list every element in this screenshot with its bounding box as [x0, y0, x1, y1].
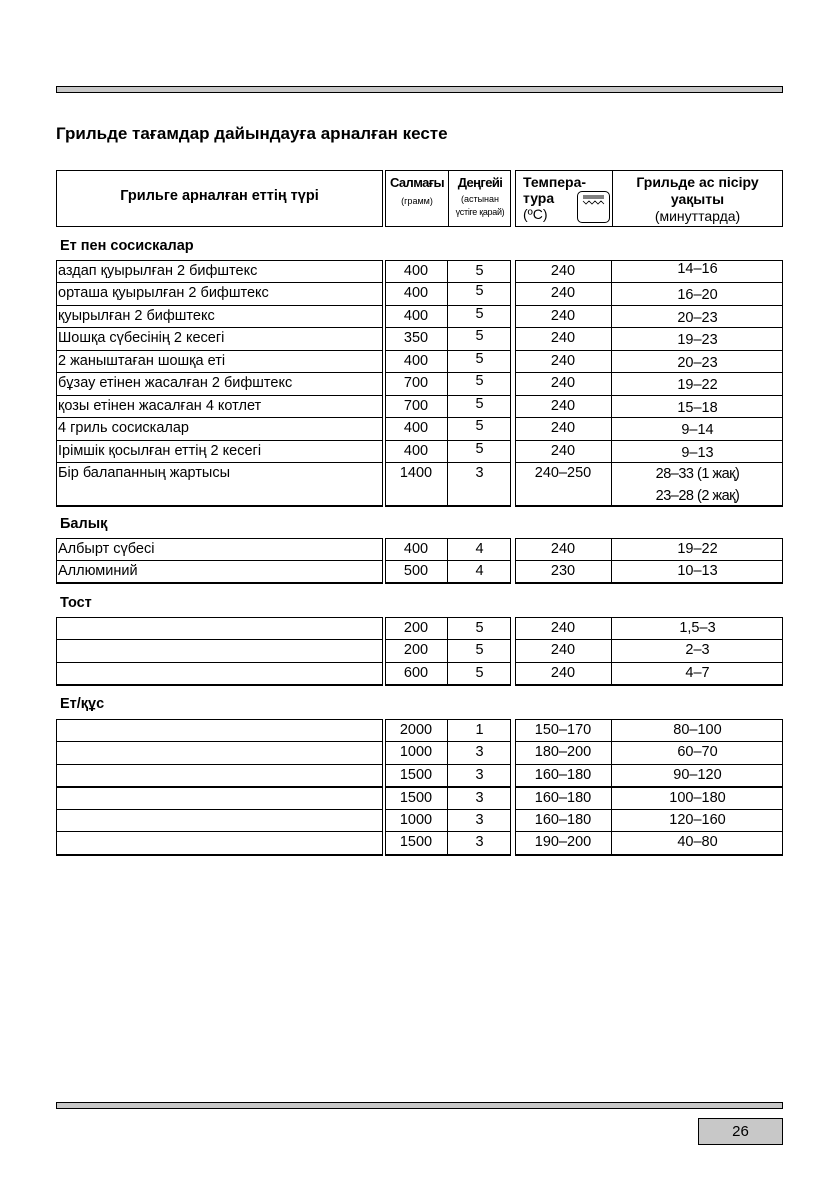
table-row	[56, 539, 783, 561]
row-time: 16–20	[677, 287, 718, 303]
row-time: 100–180	[669, 790, 726, 806]
row-weight: 1000	[399, 744, 433, 760]
section-meat-poultry-table	[56, 719, 783, 856]
row-weight: 400	[403, 541, 429, 557]
row-weight: 600	[403, 665, 429, 681]
section-title-meat: Ет пен сосискалар	[60, 238, 194, 254]
section-toast-table	[56, 617, 783, 686]
row-level: 3	[475, 465, 484, 481]
row-weight: 350	[403, 330, 429, 346]
section-title-meat-poultry: Ет/құс	[60, 696, 105, 712]
row-level: 1	[475, 722, 484, 738]
row-level: 5	[475, 283, 484, 299]
row-weight: 200	[403, 620, 429, 636]
table-row	[56, 561, 783, 583]
row-level: 3	[475, 790, 484, 806]
row-time: 9–13	[681, 445, 714, 461]
row-time: 9–14	[681, 422, 714, 438]
table-row	[56, 742, 783, 764]
row-temp: 160–180	[534, 790, 592, 806]
table-row	[56, 283, 783, 305]
row-name: Бір балапанның жартысы	[58, 465, 231, 481]
header-weight-unit: (грамм)	[401, 196, 433, 206]
row-name: Аллюминий	[58, 563, 138, 579]
row-weight: 1500	[399, 767, 433, 783]
table-row	[56, 765, 783, 787]
row-temp: 240	[550, 541, 576, 557]
row-weight: 700	[403, 375, 429, 391]
row-weight: 400	[403, 308, 429, 324]
row-time: 1,5–3	[679, 620, 716, 636]
section-meat-table	[56, 260, 783, 507]
row-weight: 1500	[399, 834, 433, 850]
row-time-second: 23–28 (2 жақ)	[655, 488, 740, 504]
row-time: 10–13	[677, 563, 718, 579]
row-temp: 180–200	[534, 744, 592, 760]
row-weight: 1500	[399, 790, 433, 806]
row-weight: 2000	[399, 722, 433, 738]
header-temp-time-cell	[515, 170, 783, 227]
row-temp: 160–180	[534, 812, 592, 828]
row-weight: 700	[403, 398, 429, 414]
row-name: 4 гриль сосискалар	[58, 420, 189, 436]
row-level: 5	[475, 620, 484, 636]
row-time: 19–23	[677, 332, 718, 348]
row-level: 3	[475, 744, 484, 760]
table-row	[56, 463, 783, 507]
row-level: 5	[475, 263, 484, 279]
grill-oven-icon	[577, 191, 610, 223]
row-weight: 1400	[399, 465, 433, 481]
table-row	[56, 810, 783, 832]
header-name-cell	[56, 170, 383, 227]
row-time: 4–7	[685, 665, 710, 681]
table-row	[56, 441, 783, 463]
row-weight: 1000	[399, 812, 433, 828]
row-level: 3	[475, 812, 484, 828]
row-weight: 400	[403, 420, 429, 436]
row-time: 2–3	[685, 642, 710, 658]
row-time: 60–70	[677, 744, 718, 760]
row-time: 19–22	[677, 377, 718, 393]
row-time: 80–100	[673, 722, 722, 738]
row-level: 5	[475, 373, 484, 389]
row-weight: 500	[403, 563, 429, 579]
row-time: 20–23	[677, 310, 718, 326]
row-temp: 240–250	[534, 465, 592, 481]
row-temp: 240	[550, 443, 576, 459]
row-name: 2 жаныштаған шошқа еті	[58, 353, 226, 369]
row-level: 5	[475, 441, 484, 457]
row-time: 14–16	[677, 261, 718, 277]
row-name: Ірімшік қосылған еттің 2 кесегі	[58, 443, 262, 459]
row-name: Шошқа сүбесінің 2 кесегі	[58, 330, 225, 346]
row-temp: 240	[550, 330, 576, 346]
table-row	[56, 418, 783, 440]
header-time-2: уақыты	[670, 191, 725, 207]
section-title-toast: Тост	[60, 595, 92, 611]
row-temp: 240	[550, 285, 576, 301]
row-temp: 240	[550, 375, 576, 391]
row-level: 4	[475, 563, 484, 579]
row-time: 120–160	[669, 812, 726, 828]
row-temp: 150–170	[534, 722, 592, 738]
table-row	[56, 720, 783, 742]
row-temp: 160–180	[534, 767, 592, 783]
row-level: 5	[475, 418, 484, 434]
row-level: 5	[475, 665, 484, 681]
table-row	[56, 640, 783, 662]
bottom-rule	[56, 1102, 783, 1109]
row-temp: 230	[550, 563, 576, 579]
table-row	[56, 261, 783, 283]
table-row	[56, 396, 783, 418]
row-temp: 240	[550, 642, 576, 658]
row-name: орташа қуырылған 2 бифштекс	[58, 285, 269, 301]
header-temp-1: Темпера-	[523, 174, 587, 190]
header-level-sub2: үстіге қарай)	[455, 207, 505, 217]
header-time-1: Грильде ас пісіру	[636, 174, 759, 190]
page-number: 26	[698, 1118, 783, 1145]
header-weight: Салмағы	[389, 175, 445, 190]
row-level: 4	[475, 541, 484, 557]
header-time-3: (минуттарда)	[654, 208, 741, 224]
table-row	[56, 328, 783, 350]
row-level: 3	[475, 834, 484, 850]
table-row	[56, 306, 783, 328]
header-level: Деңгейі	[457, 175, 503, 190]
row-weight: 200	[403, 642, 429, 658]
row-temp: 240	[550, 263, 576, 279]
row-level: 5	[475, 328, 484, 344]
row-weight: 400	[403, 263, 429, 279]
row-name: қуырылған 2 бифштекс	[58, 308, 215, 324]
row-weight: 400	[403, 353, 429, 369]
section-title-fish: Балық	[60, 516, 108, 532]
row-name: қозы етінен жасалған 4 котлет	[58, 398, 262, 414]
row-name: бұзау етінен жасалған 2 бифштекс	[58, 375, 293, 391]
table-row	[56, 788, 783, 810]
table-row	[56, 663, 783, 685]
table-header	[56, 170, 783, 227]
row-time: 28–33 (1 жақ)	[655, 466, 740, 482]
row-time: 15–18	[677, 400, 718, 416]
row-level: 5	[475, 642, 484, 658]
header-weight-level-cell	[385, 170, 511, 227]
row-level: 5	[475, 396, 484, 412]
top-rule	[56, 86, 783, 93]
row-temp: 240	[550, 353, 576, 369]
row-level: 5	[475, 351, 484, 367]
header-name: Грильге арналған еттің түрі	[120, 188, 319, 204]
header-temp-2: тура	[523, 190, 555, 206]
row-temp: 240	[550, 308, 576, 324]
page-title: Грильде тағамдар дайындауға арналған кесте	[56, 124, 448, 143]
row-name: аздап қуырылған 2 бифштекс	[58, 263, 258, 279]
row-time: 19–22	[677, 541, 718, 557]
row-temp: 240	[550, 420, 576, 436]
row-level: 5	[475, 306, 484, 322]
table-row	[56, 351, 783, 373]
table-row	[56, 618, 783, 640]
row-time: 90–120	[673, 767, 722, 783]
row-weight: 400	[403, 285, 429, 301]
table-row	[56, 832, 783, 854]
section-fish-table	[56, 538, 783, 584]
row-weight: 400	[403, 443, 429, 459]
header-temp-unit: (ºC)	[523, 206, 548, 222]
header-level-sub1: (астынан	[460, 194, 500, 204]
row-temp: 240	[550, 620, 576, 636]
row-temp: 190–200	[534, 834, 592, 850]
row-time: 40–80	[677, 834, 718, 850]
row-level: 3	[475, 767, 484, 783]
row-temp: 240	[550, 398, 576, 414]
row-time: 20–23	[677, 355, 718, 371]
table-row	[56, 373, 783, 395]
row-name: Албырт сүбесі	[58, 541, 155, 557]
row-temp: 240	[550, 665, 576, 681]
